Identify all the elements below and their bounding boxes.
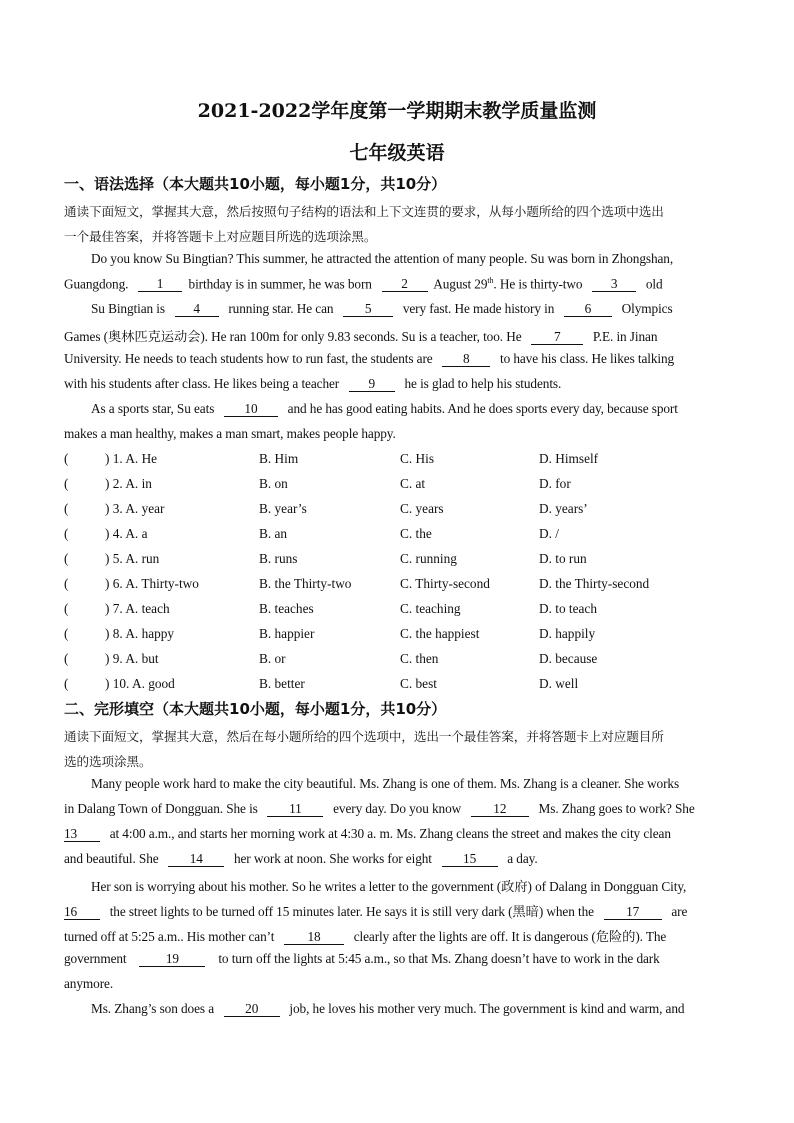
option-b: B. better	[259, 676, 305, 691]
option-question: ) 6. A. Thirty-two	[105, 576, 199, 591]
passage1-line: Guangdong. 1 birthday is in summer, he was born 2 August 29th. He is thirty-two 3 old	[64, 276, 663, 292]
blank-2: 2	[382, 277, 428, 292]
option-d: D. because	[539, 651, 598, 666]
option-question: ) 1. A. He	[105, 451, 158, 466]
option-d: D. the Thirty-second	[539, 576, 650, 591]
answer-paren: (	[64, 451, 69, 466]
option-b: B. the Thirty-two	[259, 576, 352, 591]
option-row	[64, 451, 744, 469]
option-question: ) 9. A. but	[105, 651, 159, 666]
blank-4: 4	[175, 302, 219, 317]
passage1-line: Su Bingtian is 4 running star. He can 5 very fast. He made history in 6 Olympics	[91, 301, 673, 316]
option-question: ) 5. A. run	[105, 551, 160, 566]
blank-8: 8	[442, 352, 490, 367]
passage2-line: Ms. Zhang’s son does a 20 job, he loves his mother very much. The government is kind and warm, and	[91, 1001, 685, 1016]
option-b: B. runs	[259, 551, 298, 566]
blank-17: 17	[604, 905, 662, 920]
blank-3: 3	[592, 277, 636, 292]
option-c: C. then	[400, 651, 439, 666]
option-b: B. year’s	[259, 501, 307, 516]
option-c: C. best	[400, 676, 437, 691]
option-row	[64, 576, 744, 594]
option-c: C. years	[400, 501, 444, 516]
option-question: ) 10. A. good	[105, 676, 175, 691]
blank-18: 18	[284, 930, 344, 945]
answer-paren: (	[64, 526, 69, 541]
option-row	[64, 526, 744, 544]
option-b: B. an	[259, 526, 288, 541]
passage2-line: Many people work hard to make the city beautiful. Ms. Zhang is one of them. Ms. Zhang is a cleaner. She works	[91, 776, 680, 791]
answer-paren: (	[64, 626, 69, 641]
section2-instruction: 通读下面短文，掌握其大意，然后在每小题所给的四个选项中，选出一个最佳答案，并将答题卡上对应题目所	[64, 729, 664, 744]
option-question: ) 7. A. teach	[105, 601, 170, 616]
passage2-line: and beautiful. She 14 her work at noon. She works for eight 15 a day.	[64, 851, 538, 866]
blank-5: 5	[343, 302, 393, 317]
page-subtitle: 七年级英语	[349, 142, 445, 164]
option-d: D. happily	[539, 626, 596, 641]
option-b: B. happier	[259, 626, 315, 641]
option-b: B. Him	[259, 451, 299, 466]
blank-1: 1	[138, 277, 182, 292]
passage1-line: Games (奥林匹克运动会). He ran 100m for only 9.83 seconds. Su is a teacher, too. He 7 P.E. in Jinan	[64, 329, 658, 344]
answer-paren: (	[64, 501, 69, 516]
option-question: ) 2. A. in	[105, 476, 152, 491]
option-d: D. Himself	[539, 451, 599, 466]
passage1-line: As a sports star, Su eats 10 and he has good eating habits. And he does sports every day, because sport	[91, 401, 678, 416]
answer-paren: (	[64, 476, 69, 491]
option-d: D. to run	[539, 551, 587, 566]
option-question: ) 8. A. happy	[105, 626, 175, 641]
blank-14: 14	[168, 852, 224, 867]
option-b: B. teaches	[259, 601, 314, 616]
option-row	[64, 551, 744, 569]
option-d: D. years’	[539, 501, 588, 516]
blank-13: 13	[64, 827, 100, 842]
passage1-line: makes a man healthy, makes a man smart, makes people happy.	[64, 426, 396, 441]
option-row	[64, 476, 744, 494]
blank-10: 10	[224, 402, 278, 417]
answer-paren: (	[64, 576, 69, 591]
blank-19: 19	[139, 952, 205, 967]
blank-6: 6	[564, 302, 612, 317]
blank-11: 11	[267, 802, 323, 817]
option-c: C. Thirty-second	[400, 576, 490, 591]
passage2-line: 13 at 4:00 a.m., and starts her morning work at 4:30 a. m. Ms. Zhang cleans the street and makes the city clean	[64, 826, 671, 841]
option-d: D. to teach	[539, 601, 597, 616]
answer-paren: (	[64, 551, 69, 566]
passage2-line: 16 the street lights to be turned off 15 minutes later. He says it is still very dark (黑暗) when the 17 are	[64, 904, 688, 919]
section2-instruction-cont: 选的选项涂黑。	[64, 754, 152, 769]
blank-9: 9	[349, 377, 395, 392]
option-d: D. /	[539, 526, 559, 541]
option-question: ) 4. A. a	[105, 526, 148, 541]
option-row	[64, 651, 744, 669]
option-row	[64, 601, 744, 619]
section1-instruction: 通读下面短文，掌握其大意，然后按照句子结构的语法和上下文连贯的要求，从每小题所给的四个选项中选出	[64, 204, 664, 219]
passage2-line: government 19 to turn off the lights at 5:45 a.m., so that Ms. Zhang doesn’t have to work in the dark	[64, 951, 660, 966]
option-question: ) 3. A. year	[105, 501, 165, 516]
option-c: C. teaching	[400, 601, 461, 616]
passage1-line: with his students after class. He likes being a teacher 9 he is glad to help his students.	[64, 376, 562, 391]
passage2-line: turned off at 5:25 a.m.. His mother can’t 18 clearly after the lights are off. It is dangerous (危险的). The	[64, 929, 667, 944]
blank-7: 7	[531, 330, 583, 345]
section2-heading: 二、完形填空（本大题共10小题，每小题1分，共10分）	[64, 700, 447, 718]
option-row	[64, 676, 744, 694]
option-b: B. or	[259, 651, 286, 666]
option-d: D. for	[539, 476, 571, 491]
option-c: C. His	[400, 451, 434, 466]
passage1-line: University. He needs to teach students how to run fast, the students are 8 to have his class. He likes talking	[64, 351, 675, 366]
blank-12: 12	[471, 802, 529, 817]
passage2-line: Her son is worrying about his mother. So he writes a letter to the government (政府) of Dalang in Dongguan City,	[91, 879, 687, 894]
answer-paren: (	[64, 676, 69, 691]
blank-16: 16	[64, 905, 100, 920]
option-row	[64, 501, 744, 519]
blank-15: 15	[442, 852, 498, 867]
option-row	[64, 626, 744, 644]
option-c: C. at	[400, 476, 426, 491]
option-d: D. well	[539, 676, 579, 691]
blank-20: 20	[224, 1002, 280, 1017]
passage2-line: anymore.	[64, 976, 114, 991]
passage2-line: in Dalang Town of Dongguan. She is 11 every day. Do you know 12 Ms. Zhang goes to work? She	[64, 801, 695, 816]
answer-paren: (	[64, 601, 69, 616]
option-b: B. on	[259, 476, 288, 491]
option-c: C. the	[400, 526, 432, 541]
page-title: 2021-2022学年度第一学期期末教学质量监测	[197, 100, 597, 122]
passage1-line: Do you know Su Bingtian? This summer, he attracted the attention of many people. Su was born in Zhongshan,	[91, 251, 674, 266]
option-c: C. the happiest	[400, 626, 480, 641]
answer-paren: (	[64, 651, 69, 666]
option-c: C. running	[400, 551, 457, 566]
section1-heading: 一、语法选择（本大题共10小题，每小题1分，共10分）	[64, 175, 447, 193]
section1-instruction-cont: 一个最佳答案，并将答题卡上对应题目所选的选项涂黑。	[64, 229, 377, 244]
